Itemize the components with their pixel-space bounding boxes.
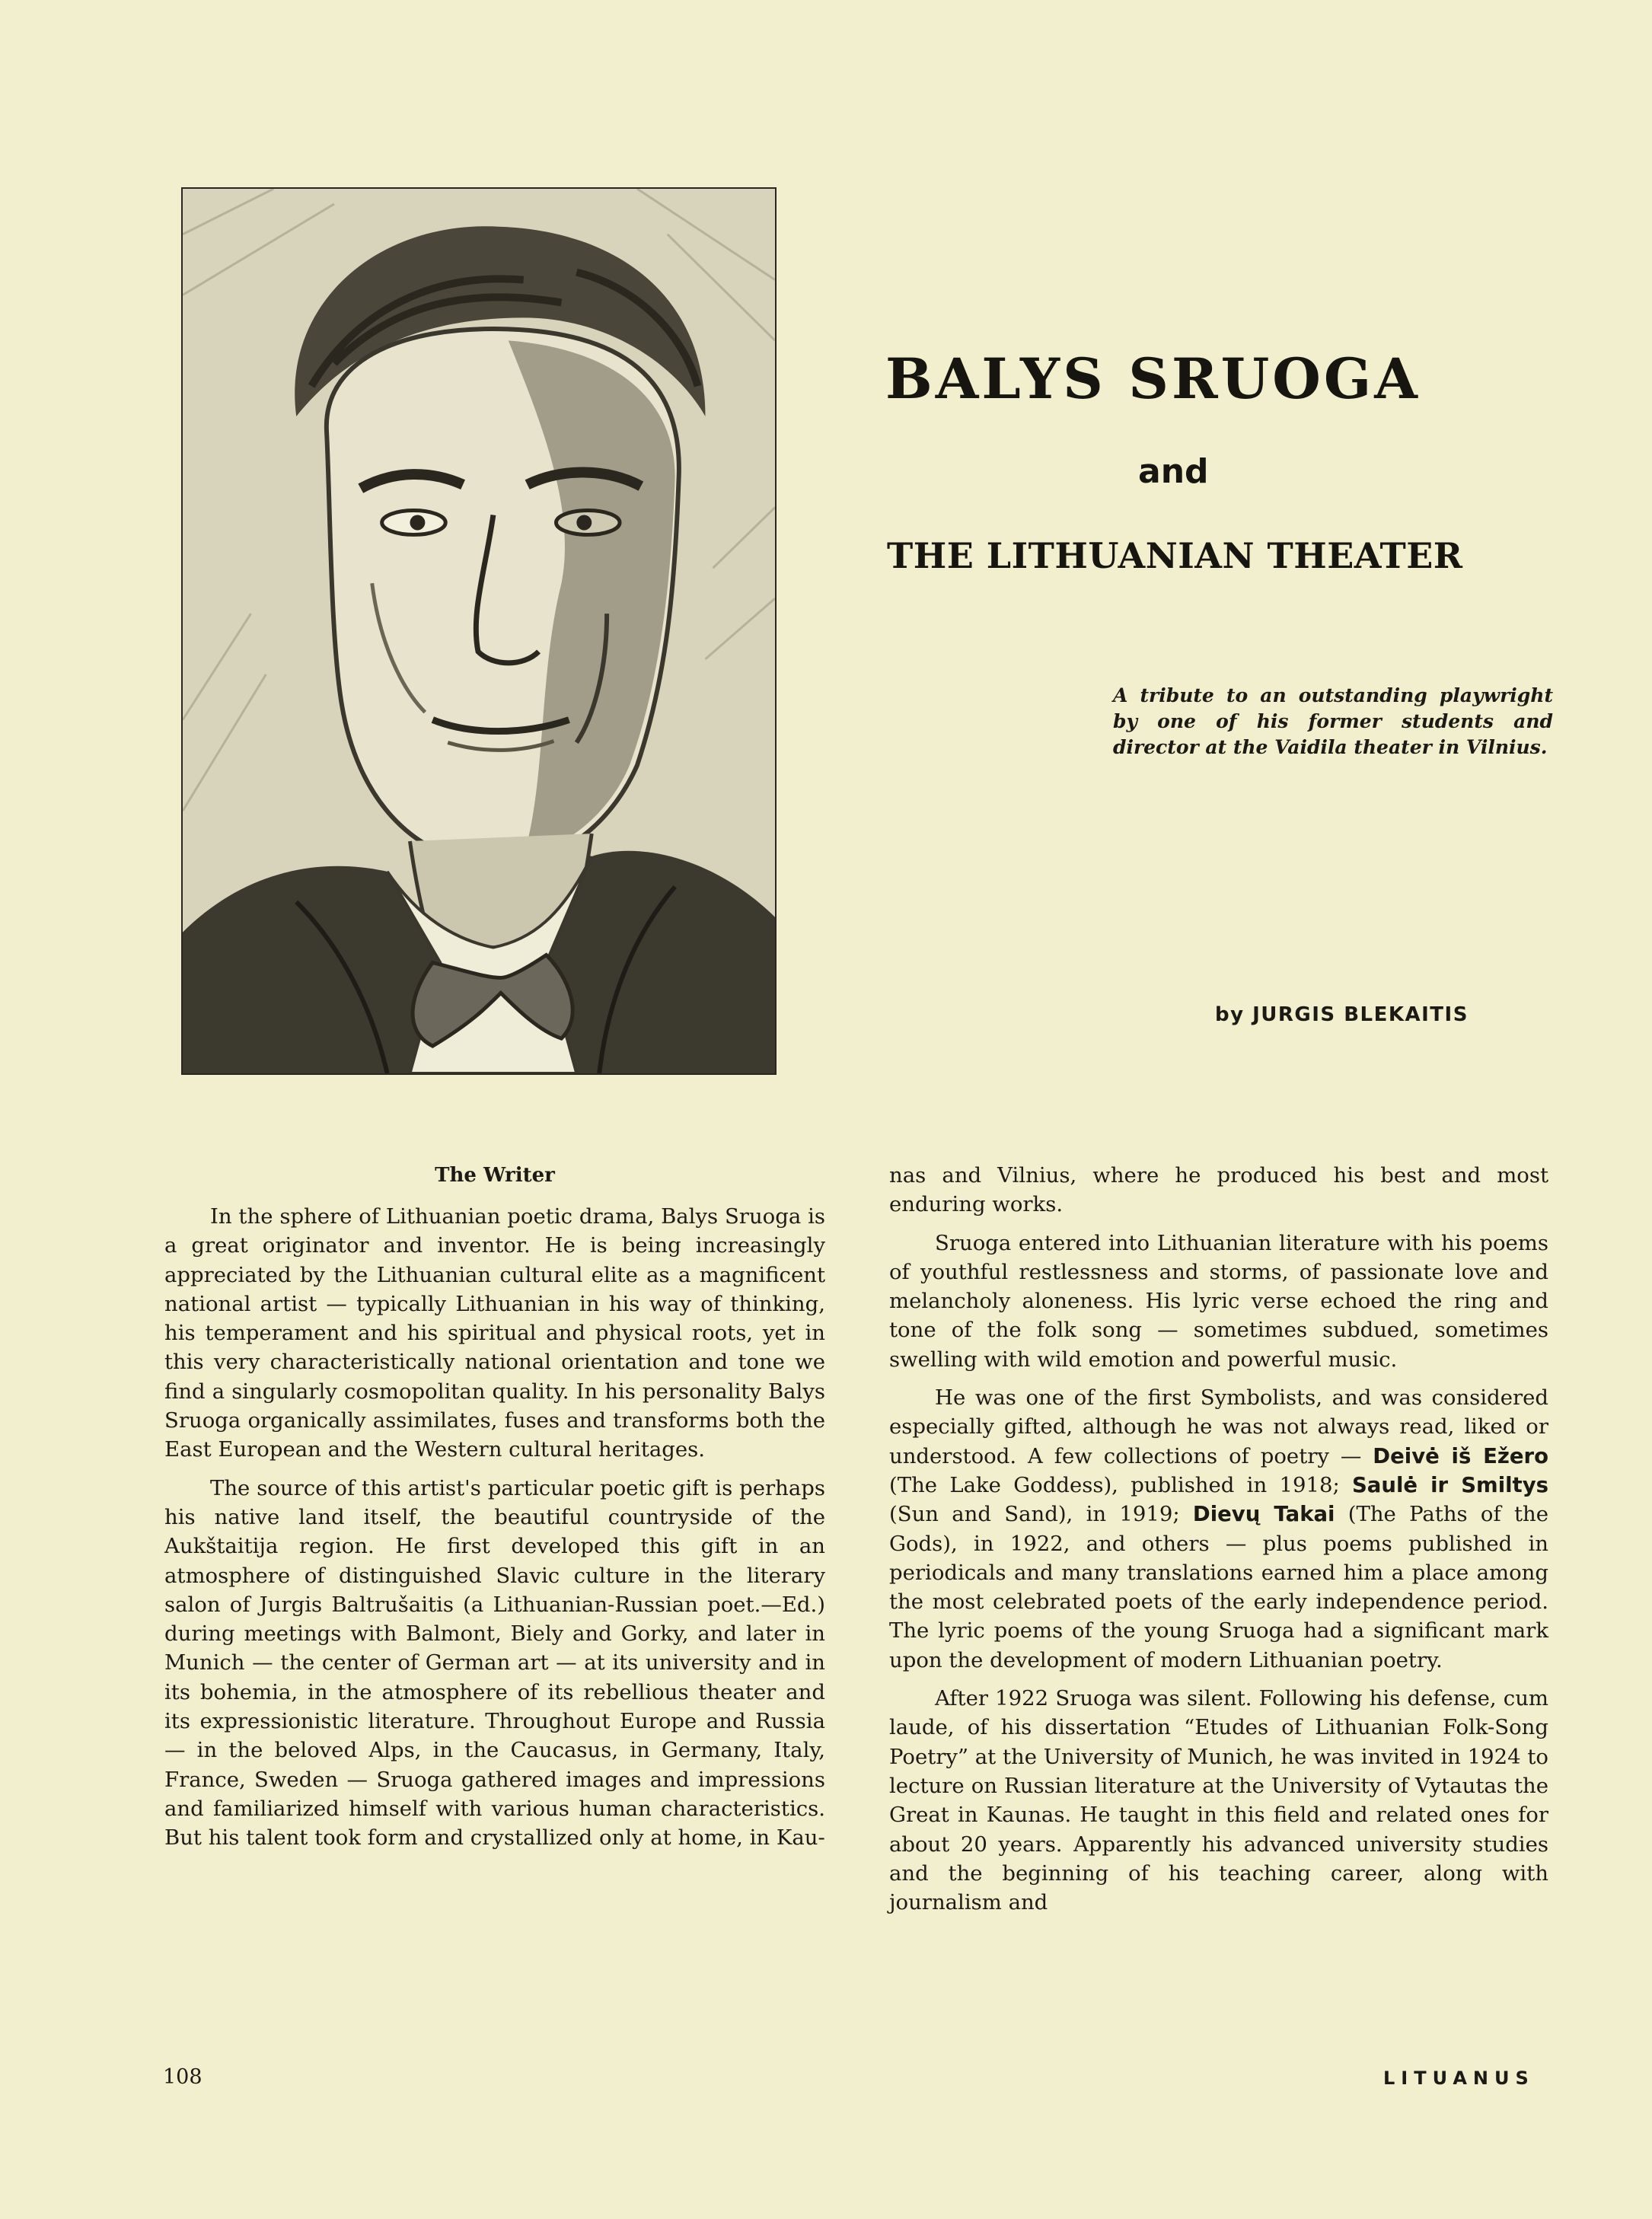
journal-name: LITUANUS — [1383, 2068, 1535, 2089]
paragraph: Sruoga entered into Lithuanian literature with his poems of youthful restlessness and storms, of passionate love and melancholy aloneness. His lyric verse echoed the ring and tone of the folk song — sometimes subdued, sometimes swelling with wild emotion and powerful music. — [889, 1230, 1548, 1372]
book-title: Deivė iš Ežero — [1373, 1443, 1548, 1468]
paragraph — [889, 1383, 1548, 1675]
text-run: (The Paths of the Gods), in 1922, and others — plus poems published in periodicals and many translations earned him a place among the most celebrated poets of the early independence period. The lyric poems of the young Sruoga had a significant mark upon the development of modern Lithuanian poetry. — [889, 1502, 1548, 1672]
paragraph: The source of this artist's particular poetic gift is perhaps his native land itself, the beautiful countryside of the Aukštaitija region. He first developed this gift in an atmosphere of distinguished Slavic culture in the literary salon of Jurgis Baltrušaitis (a Lithuanian-Russian poet.—Ed.) during meetings with Balmont, Biely and Gorky, and later in Munich — the center of German art — at its university and in its bohemia, in the atmosphere of its rebellious theater and its expressionistic literature. Throughout Europe and Russia — in the beloved Alps, in the Caucasus, in Germany, Italy, France, Sweden — Sruoga gathered images and impressions and familiarized himself with various human characteristics. But his talent took form and crystallized only at home, in Kau- — [164, 1475, 825, 1851]
portrait-drawing — [181, 187, 777, 1075]
left-text-column — [164, 1161, 825, 1862]
text-run: He was one of the first Symbolists, and was considered especially gifted, although he was not always read, liked or understood. A few collections of poetry — — [889, 1385, 1548, 1468]
page-number: 108 — [163, 2065, 203, 2089]
paragraph: nas and Vilnius, where he produced his best and most enduring works. — [889, 1163, 1548, 1217]
right-text-column — [889, 1161, 1548, 1926]
text-run: (The Lake Goddess), published in 1918; — [889, 1472, 1352, 1497]
text-run: (Sun and Sand), in 1919; — [889, 1502, 1193, 1527]
article-tribute: A tribute to an outstanding playwright by one of his former students and director at the Vaidila theater in Vilnius. — [1113, 684, 1553, 758]
section-heading: The Writer — [435, 1164, 555, 1187]
title-conjunction: and — [1138, 452, 1209, 491]
article-subtitle: THE LITHUANIAN THEATER — [887, 535, 1463, 576]
paragraph: In the sphere of Lithuanian poetic drama, Balys Sruoga is a great originator and inventor. He is being increasingly appreciated by the Lithuanian cultural elite as a magnificent national artist — typically Lithuanian in his way of thinking, his temperament and his spiritual and physical roots, yet in this very characteristically national orientation and tone we find a singularly cosmopolitan quality. In his personality Balys Sruoga organically assimilates, fuses and transforms both the East European and the Western cultural heritages. — [164, 1204, 825, 1462]
portrait-illustration — [183, 189, 775, 1073]
book-title: Dievų Takai — [1192, 1502, 1335, 1527]
paragraph: After 1922 Sruoga was silent. Following his defense, cum laude, of his dissertation “Etudes of Lithuanian Folk-Song Poetry” at the University of Munich, he was invited in 1924 to lecture on Russian literature at the University of Vytautas the Great in Kaunas. He taught in this field and related ones for about 20 years. Apparently his advanced university studies and the beginning of his teaching career, along with journalism and — [889, 1686, 1548, 1915]
book-title: Saulė ir Smiltys — [1352, 1472, 1548, 1497]
article-title: BALYS SRUOGA — [885, 346, 1421, 412]
article-byline: by JURGIS BLEKAITIS — [1215, 1003, 1469, 1026]
